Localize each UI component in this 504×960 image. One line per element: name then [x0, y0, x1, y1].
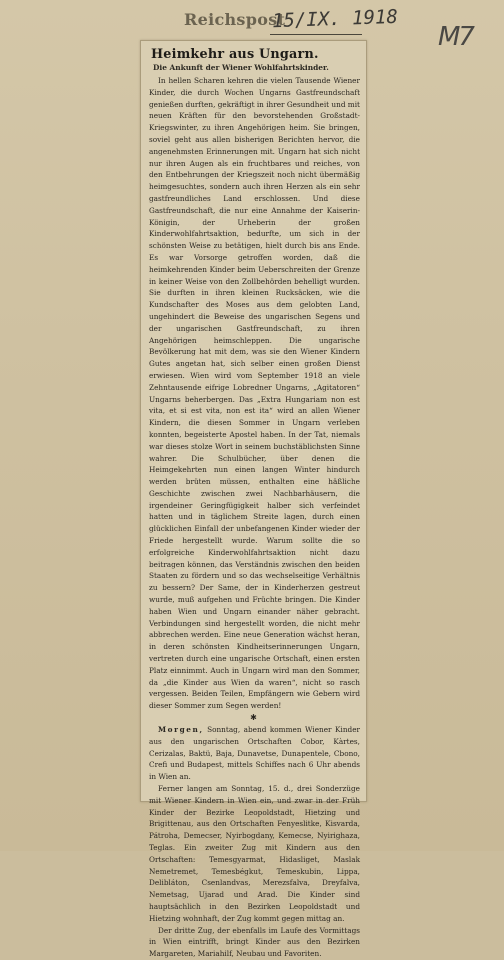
lead-word: Morgen, [158, 725, 204, 735]
paragraph-text: Sonntag, abend kommen Wiener Kinder aus den ungarischen Ortschaften Cobor, Kàrtes, Cerizalas, Baktü, Baja, Dunavetse, Dunapentele, Cbono, Crefi und Budapest, mittels Schiffes nach 6 Uhr abends in Wien an. [149, 725, 360, 782]
article-paragraph: Ferner langen am Sonntag, 15. d., drei Sonderzüge mit Wiener Kindern in Wien ein, und zwar in der Früh Kinder der Bezirke Leopoldstadt, Hietzing und Brigittenau, aus den Ortschaften Fenyeslitke, Kisvarda, Pátroha, Demecser, Nyirbogdany, Kemecse, Nyirighaza, Teglas. Ein zweiter Zug mit Kindern aus den Ortschaften: Temesgyarmat, Hidasliget, Maslak Nemetremet, Temesbégkut, Temeskubin, Lippa, Delibláton, Csenlandvas, Merezsfalva, Dreyfalva, Nemetsag, Ujarad und Arad. Die Kinder sind hauptsächlich in den Bezirken Leopoldstadt und Hietzing wohnhaft, der Zug kommt gegen mittag an. [149, 784, 360, 923]
handwritten-date: 15/IX. 1918 [271, 5, 399, 33]
article-paragraph: In hellen Scharen kehren die vielen Tausende Wiener Kinder, die durch Wochen Ungarns Gastfreundschaft genießen durften, gekräftigt in ihrer Gesundheit und mit neuen Kräften für den bevorstehenden Großstadt-Kriegswinter, zu ihren Angehörigen heim. Sie bringen, soviel geht aus allen bisherigen Berichten hervor, die angenehmsten Erinnerungen mit. Ungarn hat sich nicht nur ihren Augen als ein fruchtbares und reiches, von den Entbehrungen der Kriegszeit noch nicht übermäßig heimgesuchtes, sondern auch ihren Herzen als ein sehr gastfreundliches Land erschlossen. Und diese Gastfreundschaft, die nur eine Annahme der Kaiserin-Königin, der Urheberin der großen Kinderwohlfahrtsaktion, bedurfte, um sich in der schönsten Weise zu betätigen, hielt durch bis ans Ende. Es war Vorsorge getroffen worden, daß die heimkehrenden Kinder beim Ueberschreiten der Grenze in keiner Weise von den Zollbehörden behelligt wurden. Sie durften in ihren kleinen Rucksäcken, wie die Kundschafter des Moses aus dem gelobten Land, ungehindert die Beweise des ungarischen Segens und der ungarischen Gastfreundschaft, zu ihren Angehörigen heimschleppen. Die ungarische Bevölkerung hat mit dem, was sie den Wiener Kindern Gutes angetan hat, sich selber einen großen Dienst erwiesen. Wien wird vom September 1918 an viele Zehntausende eifrige Lobredner Ungarns, „Agitatoren“ Ungarns beherbergen. Das „Extra Hungariam non est vita, et si est vita, non est ita“ wird an allen Wiener Kindern, die diesen Sommer in Ungarn verleben konnten, begeisterte Apostel haben. In der Tat, niemals war dieses stolze Wort in seinem buchstäblichsten Sinne wahrer. Die Schulbücher, über denen die Heimgekehrten nun einen langen Winter hindurch werden brüten müssen, enthalten eine häßliche Geschichte zwischen zwei Nachbarhäusern, die irgendeiner Geringfügigkeit halber sich verfeindet hatten und in täglichem Streite lagen, durch einen glücklichen Einfall der unbefangenen Kinder wieder der Friede hergestellt wurde. Warum sollte die so erfolgreiche Kinderwohlfahrtsaktion nicht dazu beitragen können, das Verständnis zwischen den beiden Staaten zu fördern und so das wechselseitige Verhältnis zu bessern? Der Same, der in Kinderherzen gestreut wurde, muß aufgehen und Früchte bringen. Die Kinder haben Wien und Ungarn einander näher gebracht. Verbindungen sind hergestellt worden, die nicht mehr abbrechen werden. Eine neue Generation wächst heran, in deren schönsten Kindheitserinnerungen Ungarn, vertreten durch eine ungarische Ortschaft, einen ersten Platz einnimmt. Auch in Ungarn wird man den Sommer, da „die Kinder aus Wien da waren“, nicht so rasch vergessen. Beiden Teilen, Empfängern wie Gebern wird dieser Sommer zum Segen werden! [149, 76, 360, 711]
article-title: Heimkehr aus Ungarn. [151, 47, 319, 62]
date-underline [270, 34, 362, 35]
article-paragraph [149, 724, 360, 783]
newspaper-clipping [140, 40, 367, 959]
article-subtitle: Die Ankunft der Wiener Wohlfahrtskinder. [153, 63, 329, 72]
publication-name: Reichspost [184, 10, 286, 29]
article-paragraph: Der dritte Zug, der ebenfalls im Laufe des Vormittags in Wien eintrifft, bringt Kinder aus den Bezirken Margareten, Mariahilf, Neubau und Favoriten. [149, 925, 360, 959]
section-separator: ✱ [250, 713, 257, 723]
handwritten-reference: M7 [438, 22, 473, 52]
